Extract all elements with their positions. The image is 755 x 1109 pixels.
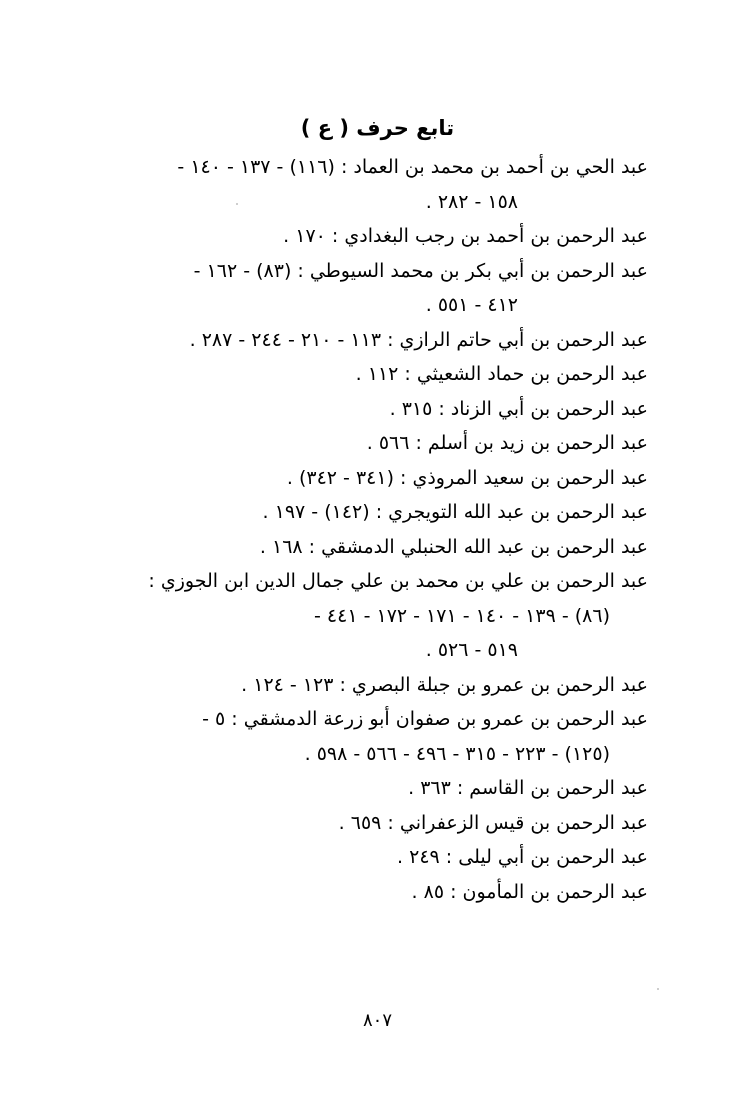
entry-continuation-line: ٤١٢ - ٥٥١ .	[425, 294, 518, 316]
index-entry	[116, 461, 648, 496]
entry-line: عبد الرحمن بن سعيد المروذي : (٣٤١ - ٣٤٢) .	[286, 466, 648, 489]
entry-line: عبد الرحمن بن أحمد بن رجب البغدادي : ١٧٠ .	[283, 225, 648, 247]
index-entry	[116, 426, 648, 461]
entry-line: عبد الرحمن بن أبي بكر بن محمد السيوطي : (٨٣) - ١٦٢ -	[193, 259, 648, 282]
index-entry	[116, 771, 648, 806]
index-entry	[116, 806, 648, 841]
entry-line: عبد الرحمن بن عمرو بن جبلة البصري : ١٢٣ - ١٢٤ .	[241, 673, 648, 696]
entry-line: عبد الرحمن بن عبد الله الحنبلي الدمشقي : ١٦٨ .	[259, 535, 648, 558]
index-entry	[116, 840, 648, 875]
entry-line: عبد الرحمن بن المأمون : ٨٥ .	[411, 880, 648, 903]
section-heading: تابع حرف ( ع )	[300, 116, 455, 140]
entry-line: عبد الرحمن بن حماد الشعيثي : ١١٢ .	[355, 363, 648, 385]
scan-speck	[657, 988, 659, 990]
entry-line: عبد الرحمن بن القاسم : ٣٦٣ .	[408, 777, 648, 799]
entry-line: عبد الرحمن بن أبي ليلى : ٢٤٩ .	[397, 846, 648, 868]
entry-line: عبد الحي بن أحمد بن محمد بن العماد : (١١٦) - ١٣٧ - ١٤٠ -	[177, 156, 648, 178]
index-entry	[116, 702, 648, 771]
entry-line: عبد الرحمن بن أبي الزناد : ٣١٥ .	[389, 397, 648, 420]
index-entry	[116, 530, 648, 565]
entry-line: عبد الرحمن بن قيس الزعفراني : ٦٥٩ .	[338, 811, 648, 834]
index-entry	[116, 668, 648, 703]
entry-line: عبد الرحمن بن عمرو بن صفوان أبو زرعة الدمشقي : ٥ -	[202, 708, 648, 730]
entry-line: عبد الرحمن بن زيد بن أسلم : ٥٦٦ .	[366, 432, 648, 454]
entry-line: عبد الرحمن بن أبي حاتم الرازي : ١١٣ - ٢١٠ - ٢٤٤ - ٢٨٧ .	[189, 328, 648, 351]
index-entry	[116, 323, 648, 358]
entry-continuation-line: (٨٦) - ١٣٩ - ١٤٠ - ١٧١ - ١٧٢ - ٤٤١ -	[314, 604, 610, 627]
index-entry	[116, 875, 648, 910]
index-entry	[116, 357, 648, 392]
index-entries	[116, 150, 648, 909]
index-entry	[116, 392, 648, 427]
index-entry	[116, 495, 648, 530]
entry-continuation-line: (١٢٥) - ٢٢٣ - ٣١٥ - ٤٩٦ - ٥٦٦ - ٥٩٨ .	[304, 742, 610, 765]
entry-continuation-line: ١٥٨ - ٢٨٢ .	[425, 190, 518, 213]
entry-line: عبد الرحمن بن عبد الله التويجري : (١٤٢) - ١٩٧ .	[262, 501, 648, 523]
scan-speck	[236, 203, 238, 205]
entry-continuation-line: ٥١٩ - ٥٢٦ .	[425, 639, 518, 661]
index-entry	[116, 564, 648, 668]
page-number: ٨٠٧	[362, 1010, 392, 1031]
index-entry	[116, 150, 648, 219]
index-entry	[116, 254, 648, 323]
index-entry	[116, 219, 648, 254]
entry-line: عبد الرحمن بن علي بن محمد بن علي جمال الدين ابن الجوزي :	[148, 570, 648, 592]
